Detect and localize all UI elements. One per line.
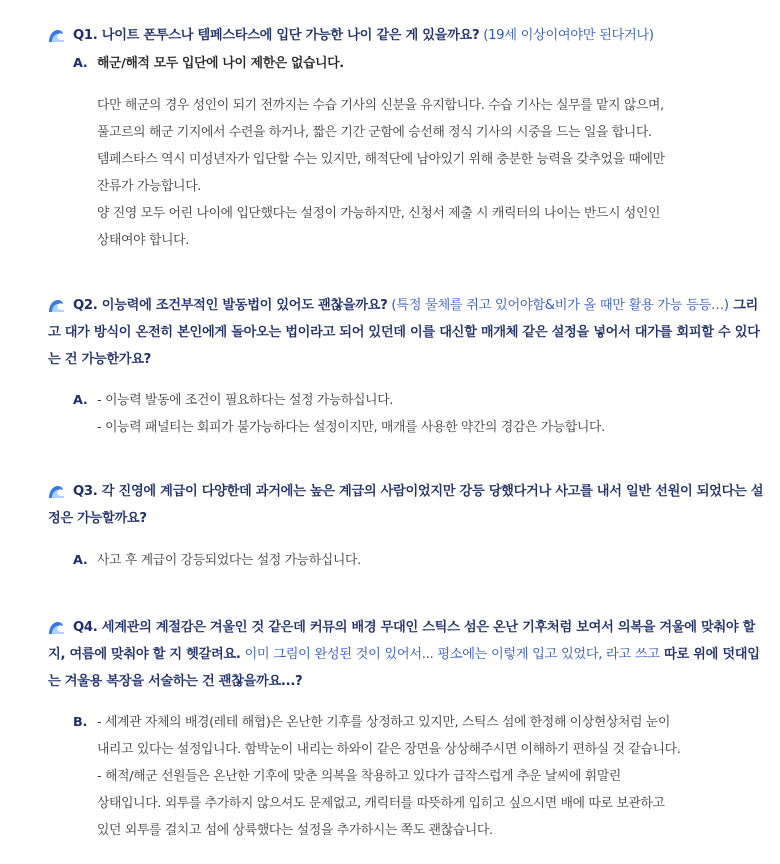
faq-item-q3 bbox=[0, 478, 780, 574]
answer-body bbox=[0, 92, 780, 254]
answer-line: 풀고르의 해군 기지에서 수련을 하거나, 짧은 기간 군함에 승선해 정식 기사의 시중을 드는 일을 합니다. bbox=[97, 125, 652, 140]
answer-line: - 이능력 패널티는 회피가 불가능하다는 설정이지만, 매개를 사용한 약간의 경감은 가능합니다. bbox=[97, 420, 605, 435]
faq-answer bbox=[0, 50, 780, 77]
answer-mark: B. bbox=[73, 715, 88, 730]
question-note: (19세 이상이여야만 된다거나) bbox=[479, 28, 654, 43]
faq-question bbox=[0, 478, 780, 532]
faq-answer bbox=[0, 387, 780, 441]
faq-question bbox=[0, 22, 780, 49]
question-text: Q3. 각 진영에 계급이 다양한데 과거에는 높은 계급의 사람이었지만 강등 당했다거나 사고를 내서 일반 선원이 되었다는 설정은 가능할까요? bbox=[48, 484, 764, 526]
answer-line: 양 진영 모두 어린 나이에 입단했다는 설정이 가능하지만, 신청서 제출 시 캐릭터의 나이는 반드시 성인인 bbox=[97, 206, 661, 221]
answer-line: 템페스타스 역시 미성년자가 입단할 수는 있지만, 해적단에 남아있기 위해 충분한 능력을 갖추었을 때에만 bbox=[97, 152, 665, 167]
question-text-cont: 따로 위에 덧대입는 겨울용 복장을 서술하는 건 괜찮을까요...? bbox=[48, 647, 760, 689]
wave-icon bbox=[48, 28, 65, 43]
answer-mark: A. bbox=[73, 553, 88, 568]
wave-icon bbox=[48, 620, 65, 635]
question-text: Q4. 세계관의 계절감은 겨울인 것 같은데 커뮤의 배경 무대인 스틱스 섬은 온난 기후처럼 보여서 의복을 겨울에 맞춰야 할지, 여름에 맞춰야 할 지 헷갈려요. bbox=[48, 620, 756, 662]
answer-line: - 세계관 자체의 배경(레테 해협)은 온난한 기후를 상정하고 있지만, 스틱스 섬에 한정해 이상현상처럼 눈이 bbox=[97, 715, 671, 730]
answer-line: - 이능력 발동에 조건이 필요하다는 설정 가능하십니다. bbox=[97, 393, 394, 408]
answer-line: - 해적/해군 선원들은 온난한 기후에 맞춘 의복을 착용하고 있다가 급작스럽게 추운 날씨에 휘말린 bbox=[97, 769, 621, 784]
faq-question bbox=[0, 614, 780, 695]
question-text-cont: 그리고 대가 방식이 온전히 본인에게 돌아오는 법이라고 되어 있던데 이를 대신할 매개체 같은 설정을 넣어서 대가를 회피할 수 있다는 건 가능한가요? bbox=[48, 298, 760, 367]
wave-icon bbox=[48, 298, 65, 313]
answer-line: 있던 외투를 걸치고 섬에 상륙했다는 설정을 추가하시는 쪽도 괜찮습니다. bbox=[97, 823, 493, 838]
answer-line: 상태입니다. 외투를 추가하지 않으셔도 문제없고, 캐릭터를 따뜻하게 입히고 싶으시면 배에 따로 보관하고 bbox=[97, 796, 665, 811]
question-text: Q1. 나이트 폰투스나 템페스타스에 입단 가능한 나이 같은 게 있을까요? bbox=[73, 28, 480, 43]
answer-line: 사고 후 계급이 강등되었다는 설정 가능하십니다. bbox=[97, 553, 361, 568]
wave-icon bbox=[48, 484, 65, 499]
answer-mark: A. bbox=[73, 393, 88, 408]
faq-item-q1 bbox=[0, 22, 780, 254]
faq-item-q4 bbox=[0, 614, 780, 844]
question-note: 이미 그림이 완성된 것이 있어서... 평소에는 이렇게 입고 있었다, 라고 쓰고 bbox=[240, 647, 660, 662]
faq-answer bbox=[0, 709, 780, 844]
question-text: Q2. 이능력에 조건부적인 발동법이 있어도 괜찮을까요? bbox=[73, 298, 388, 313]
answer-line: 다만 해군의 경우 성인이 되기 전까지는 수습 기사의 신분을 유지합니다. 수습 기사는 실무를 맡지 않으며, bbox=[97, 98, 664, 113]
answer-line: 내리고 있다는 설정입니다. 함박눈이 내리는 하와이 같은 장면을 상상해주시면 이해하기 편하실 것 같습니다. bbox=[97, 742, 681, 757]
question-note: (특정 물체를 쥐고 있어야함&비가 올 때만 활용 가능 등등…) bbox=[387, 298, 729, 313]
faq-question bbox=[0, 292, 780, 373]
answer-lead: 해군/해적 모두 입단에 나이 제한은 없습니다. bbox=[97, 56, 344, 71]
answer-mark: A. bbox=[73, 56, 88, 71]
answer-line: 상태여야 합니다. bbox=[97, 233, 189, 248]
faq-answer bbox=[0, 547, 780, 574]
faq-item-q2 bbox=[0, 292, 780, 441]
answer-line: 잔류가 가능합니다. bbox=[97, 179, 202, 194]
